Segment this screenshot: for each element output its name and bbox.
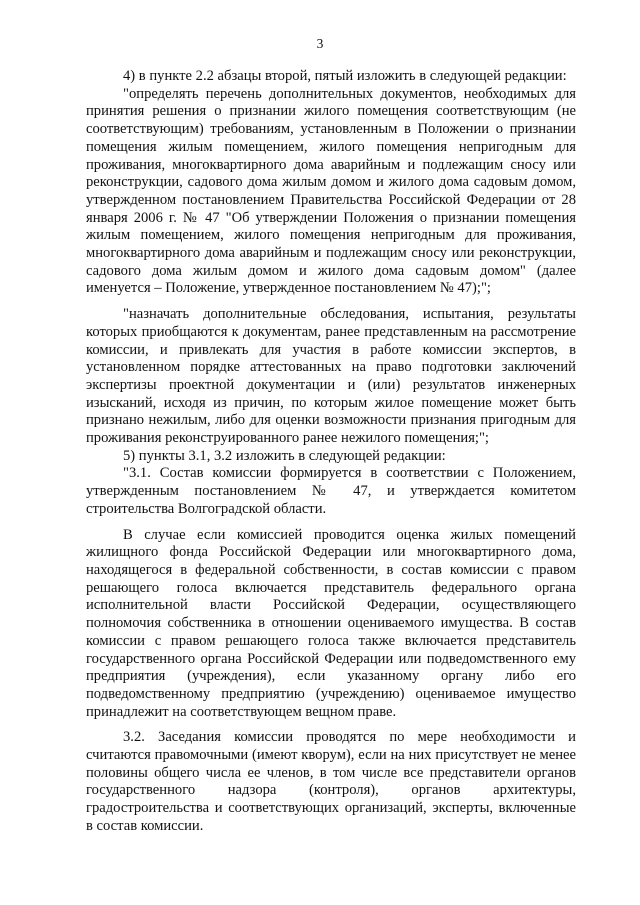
document-body [86,68,576,836]
paragraph-quote-assign-inspections: "назначать дополнительные обследования, испытания, результаты которых приобщаются к документам, ранее представленным на рассмотрение комиссии, и привлекать для участия в работе комиссии экспертов, в установленном порядке аттестованных на право подготовки заключений экспертизы проектной документации и (или) результатов инженерных изысканий, исходя из причин, по которым жилое помещение может быть признано нежилым, либо для оценки возможности признания пригодным для проживания реконструированного ранее нежилого помещения;"; [86,306,576,447]
paragraph-federal-representative: В случае если комиссией проводится оценка жилых помещений жилищного фонда Российской Федерации или многоквартирного дома, находящегося в федеральной собственности, в состав комиссии с правом решающего голоса включается представитель федерального органа исполнительной власти Российской Федерации, осуществляющего полномочия собственника в отношении оцениваемого имущества. В состав комиссии с правом решающего голоса также включается представитель государственного органа Российской Федерации или подведомственного ему предприятия (учреждения), если указанному органу либо его подведомственному предприятию (учреждению) оцениваемое имущество принадлежит на соответствующем вещном праве. [86,526,576,720]
paragraph-quote-define-documents: "определять перечень дополнительных документов, необходимых для принятия решения о признании жилого помещения соответствующим (не соответствующим) требованиям, установленным в Положении о признании помещения жилым помещением, жилого помещения непригодным для проживания, многоквартирного дома аварийным и подлежащим сносу или реконструкции, садового дома жилым домом и жилого дома садовым домом, утвержденном постановлением Правительства Российской Федерации от 28 января 2006 г. № 47 "Об утверждении Положения о признании помещения жилым помещением, жилого помещения непригодным для проживания, многоквартирного дома аварийным и подлежащим сносу или реконструкции, садового дома жилым домом и жилого дома садовым домом" (далее именуется – Положение, утвержденное постановлением № 47);"; [86,85,576,297]
paragraph-item-5-intro: 5) пункты 3.1, 3.2 изложить в следующей редакции: [123,447,446,464]
paragraph-item-4-intro: 4) в пункте 2.2 абзацы второй, пятый изложить в следующей редакции: [123,68,567,84]
page-number: 3 [316,36,324,51]
paragraph-clause-3-1: "3.1. Состав комиссии формируется в соответствии с Положением, утвержденным постановлением № 47, и утверждается комитетом строительства Волгоградской области. [86,465,576,517]
paragraph-clause-3-2: 3.2. Заседания комиссии проводятся по мере необходимости и считаются правомочными (имеют кворум), если на них присутствует не менее половины общего числа ее членов, в том числе все представители органов государственного надзора (контроля), органов архитектуры, градостроительства и соответствующих организаций, эксперты, включенные в состав комиссии. [86,729,576,834]
